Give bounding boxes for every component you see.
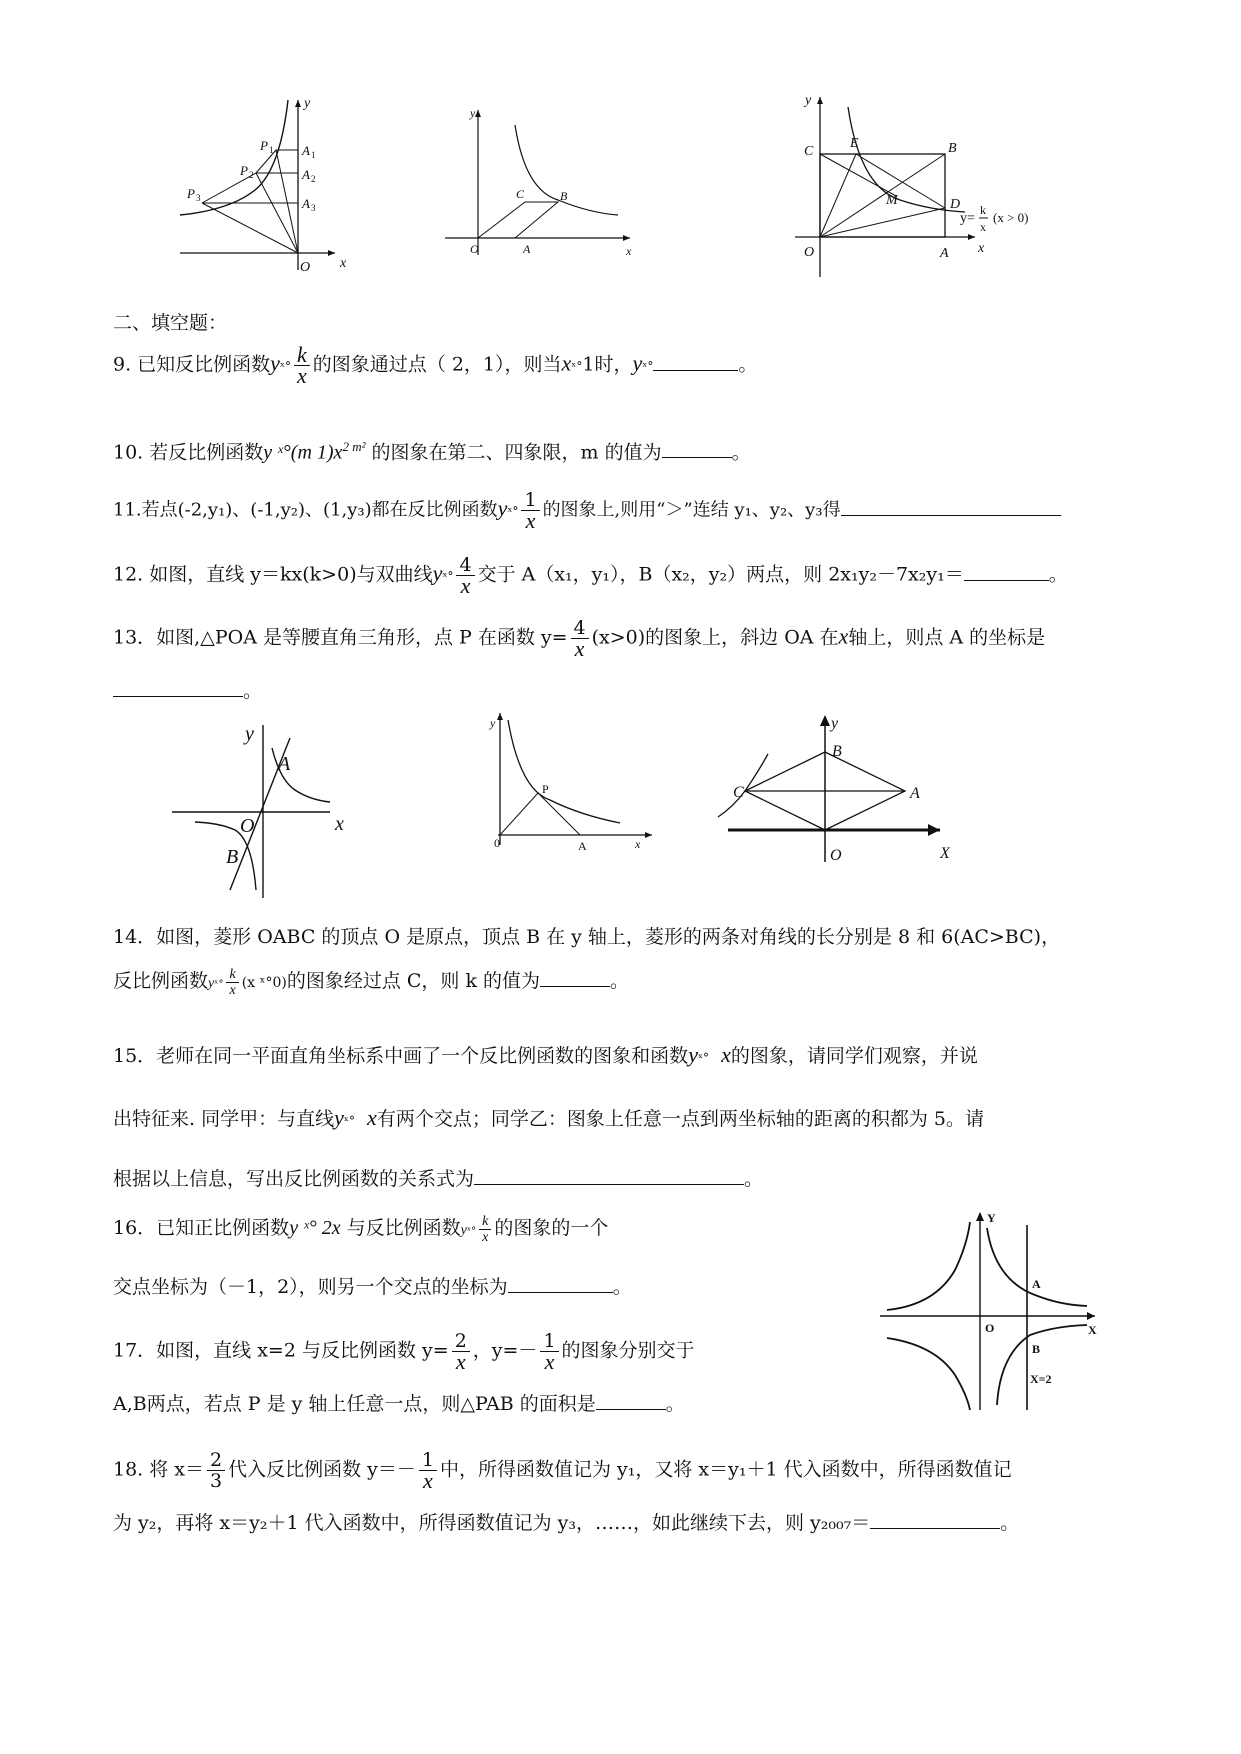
fig2-origin-label: O (470, 242, 479, 256)
q9-op3: ˣ° (642, 359, 654, 374)
fig3-eq-k: k (980, 203, 986, 217)
q10-answer-blank[interactable] (662, 457, 732, 458)
q16-text-a: 16．已知正比例函数 (113, 1217, 290, 1239)
question-15 (113, 1040, 978, 1073)
q10-exponent: 2 m² (342, 439, 366, 454)
fig1-a1-sub: 1 (311, 150, 316, 160)
fig6-b-label: B (832, 743, 842, 760)
q14-var-y: y (208, 976, 215, 991)
q14-frac-num: k (226, 967, 238, 983)
q15-answer-blank[interactable] (474, 1184, 744, 1185)
q9-frac-den: x (297, 363, 307, 388)
q16-text-d: 交点坐标为（－1，2），则另一个交点的坐标为 (113, 1276, 508, 1298)
question-18 (113, 1450, 1012, 1491)
fig1-origin-label: O (300, 260, 311, 275)
fig1-a3-sub: 3 (311, 203, 316, 213)
figure-5 (480, 705, 660, 855)
fig1-p1-label: P (260, 138, 268, 153)
q18-frac1-den: 3 (210, 1470, 223, 1492)
q11-text-b: 的图象上,则用“＞”连结 y₁、y₂、y₃得 (542, 499, 841, 521)
q9-op: ˣ° (279, 359, 292, 374)
q18-frac2-num: 1 (419, 1450, 437, 1471)
q16-op: ˣ° (466, 1226, 477, 1237)
fig3-m-label: M (886, 193, 898, 208)
q15-text-b: 的图象，请同学们观察，并说 (730, 1045, 978, 1067)
fig6-origin-label: O (830, 847, 842, 864)
q14-frac-den: x (229, 982, 236, 998)
question-16-line2 (113, 1272, 632, 1302)
fig4-y-label: y (245, 723, 254, 745)
q9-op2: ˣ° (571, 359, 583, 374)
q13-frac-num: 4 (571, 618, 589, 639)
fig1-p2-label: P (240, 163, 248, 178)
question-11 (113, 490, 1061, 531)
fig7-x-label: X (1088, 1323, 1097, 1337)
fig5-y-label: y (490, 716, 496, 730)
fig3-d-label: D (950, 197, 961, 212)
fig5-origin-label: 0 (494, 836, 500, 850)
q17-fraction-1 (452, 1331, 470, 1372)
q15-var-y-2: y (334, 1105, 344, 1130)
fig1-p1-sub: 1 (269, 145, 274, 155)
q12-text-a: 12. 如图，直线 y＝kx(k>0)与双曲线 (113, 563, 433, 586)
q18-end: 。 (1000, 1512, 1020, 1534)
q17-text-d: A,B两点，若点 P 是 y 轴上任意一点，则△PAB 的面积是 (113, 1393, 596, 1415)
fig1-p3-label: P (187, 186, 195, 201)
q12-op: ˣ° (442, 569, 454, 584)
fig3-origin-label: O (804, 245, 815, 260)
q10-expr: y ˣ°(m 1)x (263, 441, 343, 464)
q18-text-a: 18. 将 x＝ (113, 1458, 205, 1481)
fig2-b-label: B (560, 189, 568, 203)
q18-text-d: 为 y₂，再将 x＝y₂＋1 代入函数中，所得函数值记为 y₃，……，如此继续下去，则 y₂₀₀₇＝ (113, 1512, 871, 1534)
q9-text-b: 的图象通过点（ 2，1），则当 (312, 353, 562, 376)
question-15-line3 (113, 1164, 763, 1194)
q15-text-a: 15．老师在同一平面直角坐标系中画了一个反比例函数的图象和函数 (113, 1045, 689, 1067)
question-14 (113, 922, 1060, 952)
q18-text-b: 代入反比例函数 y＝－ (228, 1458, 416, 1481)
q12-answer-blank[interactable] (964, 580, 1049, 581)
q18-text-c: 中，所得函数值记为 y₁，又将 x＝y₁＋1 代入函数中，所得函数值记 (439, 1458, 1012, 1481)
fig1-a2-label: A (302, 167, 310, 182)
q10-end: 。 (731, 441, 751, 464)
q14-condition: (x ˣ°0) (241, 975, 287, 991)
q13-text-c: 轴上，则点 A 的坐标是 (848, 626, 1046, 649)
fig3-b-label: B (948, 141, 957, 156)
q15-op-2: ˣ° (343, 1114, 355, 1128)
q16-frac-den: x (482, 1229, 489, 1245)
q17-frac2-den: x (544, 1349, 555, 1374)
q18-answer-blank[interactable] (870, 1528, 1000, 1529)
fig7-y-label: Y (987, 1211, 996, 1225)
q16-end: 。 (612, 1276, 632, 1298)
question-13-line2 (113, 676, 262, 706)
fig7-b-label: B (1032, 1342, 1041, 1356)
q11-frac-den: x (525, 508, 536, 533)
fig1-y-label: y (304, 96, 311, 111)
question-18-line2 (113, 1508, 1019, 1538)
q18-fraction-2 (419, 1450, 437, 1491)
q9-answer-blank[interactable] (653, 370, 738, 371)
q15-end: 。 (744, 1168, 764, 1190)
question-16 (113, 1213, 608, 1247)
fig4-b-label: B (226, 846, 239, 868)
question-9 (113, 342, 758, 388)
fig7-a-label: A (1032, 1277, 1041, 1291)
figure-2 (440, 105, 640, 265)
figure-4 (170, 720, 360, 900)
fig1-p3-sub: 3 (196, 193, 201, 203)
q18-fraction-1 (207, 1450, 225, 1491)
q12-frac-num: 4 (456, 555, 474, 576)
q12-end: 。 (1048, 563, 1068, 586)
fig1-p2-sub: 2 (249, 170, 254, 180)
q12-text-b: 交于 A（x₁，y₁），B（x₂，y₂）两点，则 2x₁y₂－7x₂y₁＝ (477, 563, 964, 586)
question-14-line2 (113, 966, 629, 1000)
fig1-a2-sub: 2 (311, 174, 316, 184)
q13-fraction (571, 618, 589, 659)
q16-frac-num: k (479, 1214, 491, 1230)
q18-frac1-num: 2 (207, 1450, 225, 1471)
q12-frac-den: x (460, 573, 471, 598)
fig4-x-label: x (335, 813, 344, 835)
q17-end: 。 (665, 1393, 685, 1415)
q15-text-d: 根据以上信息，写出反比例函数的关系式为 (113, 1168, 475, 1190)
q17-text-a: 17．如图，直线 x=2 与反比例函数 y= (113, 1339, 449, 1362)
q11-frac-num: 1 (521, 490, 539, 511)
fig3-eq-y: y= (960, 211, 975, 226)
question-15-line2 (113, 1103, 984, 1136)
q15-text-c: 出特征来. 同学甲：与直线 (113, 1108, 335, 1130)
fig6-c-label: C (733, 784, 744, 801)
fig3-a-label: A (940, 246, 949, 261)
fig5-x-label: x (635, 837, 641, 851)
fig2-a-label: A (523, 242, 531, 256)
fig3-x-label: x (978, 241, 985, 256)
q16-text-b: 与反比例函数 (346, 1217, 461, 1239)
q17-text-c: 的图象分别交于 (561, 1339, 695, 1362)
fig3-y-label: y (805, 93, 812, 108)
q17-frac1-num: 2 (452, 1331, 470, 1352)
q15-var-x-2: x (367, 1105, 377, 1130)
fig3-eq-x: x (980, 220, 986, 234)
q9-var-y2: y (632, 350, 643, 376)
q11-text-a: 11.若点(-2,y₁)、(-1,y₂)、(1,y₃)都在反比例函数 (113, 499, 498, 521)
fig2-c-label: C (516, 187, 525, 201)
q15-op: ˣ° (697, 1051, 710, 1065)
fig5-a-label: A (578, 839, 587, 853)
q10-text-b: 的图象在第二、四象限，m 的值为 (371, 441, 662, 464)
figure-7 (875, 1210, 1105, 1415)
q17-fraction-2 (540, 1331, 558, 1372)
q17-text-b: ，y=－ (472, 1339, 538, 1362)
q15-text-c2: 有两个交点；同学乙：图象上任意一点到两坐标轴的距离的积都为 5。请 (376, 1108, 984, 1130)
figure-1 (170, 95, 350, 275)
fig3-eq-cond: (x > 0) (993, 210, 1029, 225)
fig1-a3-label: A (302, 196, 310, 211)
fig6-a-label: A (910, 785, 920, 802)
q9-var-x: x (561, 350, 572, 376)
fig3-e-label: E (850, 136, 859, 151)
fig4-a-label: A (278, 753, 291, 775)
fig4-origin-label: O (240, 815, 255, 837)
q13-var-x: x (838, 623, 849, 649)
q9-var-y: y (270, 350, 280, 376)
q14-op: ˣ° (214, 979, 224, 990)
q15-var-y: y (688, 1042, 698, 1067)
question-17 (113, 1331, 695, 1372)
fig6-y-label: y (831, 715, 839, 732)
q17-frac1-den: x (455, 1349, 466, 1374)
q11-answer-blank[interactable] (841, 515, 1061, 516)
q16-text-c: 的图象的一个 (494, 1217, 609, 1239)
q11-op: ˣ° (507, 504, 519, 519)
figure-3 (790, 92, 1060, 282)
q17-answer-blank[interactable] (596, 1409, 666, 1410)
fig6-x-label: X (940, 845, 950, 862)
fig2-y-label: y (470, 106, 476, 120)
q18-frac2-den: x (423, 1468, 433, 1493)
q14-answer-blank[interactable] (540, 986, 610, 987)
q12-fraction (456, 555, 474, 596)
question-13 (113, 618, 1045, 659)
q9-fraction (294, 342, 310, 388)
q14-end: 。 (610, 970, 630, 992)
q12-var-y: y (432, 560, 443, 586)
q9-end: 。 (738, 353, 758, 376)
q9-text-c: 1时， (582, 353, 633, 376)
q17-frac2-num: 1 (540, 1331, 558, 1352)
q13-end: 。 (243, 680, 263, 702)
q16-expr: y ˣ° 2x (289, 1217, 341, 1239)
question-10 (113, 432, 751, 467)
q9-frac-num: k (294, 345, 310, 366)
fig7-origin-label: O (985, 1321, 995, 1335)
q13-answer-blank[interactable] (113, 696, 243, 697)
question-12 (113, 555, 1068, 596)
q16-fraction (479, 1214, 491, 1245)
q10-text-a: 10. 若反比例函数 (113, 441, 264, 464)
q15-var-x: x (721, 1042, 731, 1067)
q16-var-y: y (460, 1223, 467, 1238)
q14-fraction (226, 967, 238, 998)
q13-frac-den: x (574, 636, 585, 661)
q14-text-a: 14．如图，菱形 OABC 的顶点 O 是原点，顶点 B 在 y 轴上，菱形的两条对角线的长分别是 8 和 6(AC>BC)， (113, 926, 1061, 948)
q11-var-y: y (497, 495, 508, 521)
q14-text-c: 的图象经过点 C，则 k 的值为 (286, 970, 540, 992)
fig5-p-label: P (542, 782, 549, 796)
q16-answer-blank[interactable] (508, 1292, 613, 1293)
q13-text-b: (x>0)的图象上，斜边 OA 在 (591, 626, 839, 649)
fig3-c-label: C (804, 144, 814, 159)
fig1-x-label: x (340, 256, 347, 271)
fig7-line-label: X=2 (1030, 1372, 1052, 1386)
q14-text-b: 反比例函数 (113, 970, 209, 992)
section-heading: 二、填空题： (113, 312, 228, 334)
fig2-x-label: x (626, 244, 632, 258)
question-17-line2 (113, 1389, 685, 1419)
q13-text-a: 13．如图,△POA 是等腰直角三角形，点 P 在函数 y= (113, 626, 568, 649)
figure-6 (708, 712, 968, 877)
fig1-a1-label: A (302, 143, 310, 158)
q9-text-a: 9. 已知反比例函数 (113, 353, 271, 376)
q11-fraction (521, 490, 539, 531)
